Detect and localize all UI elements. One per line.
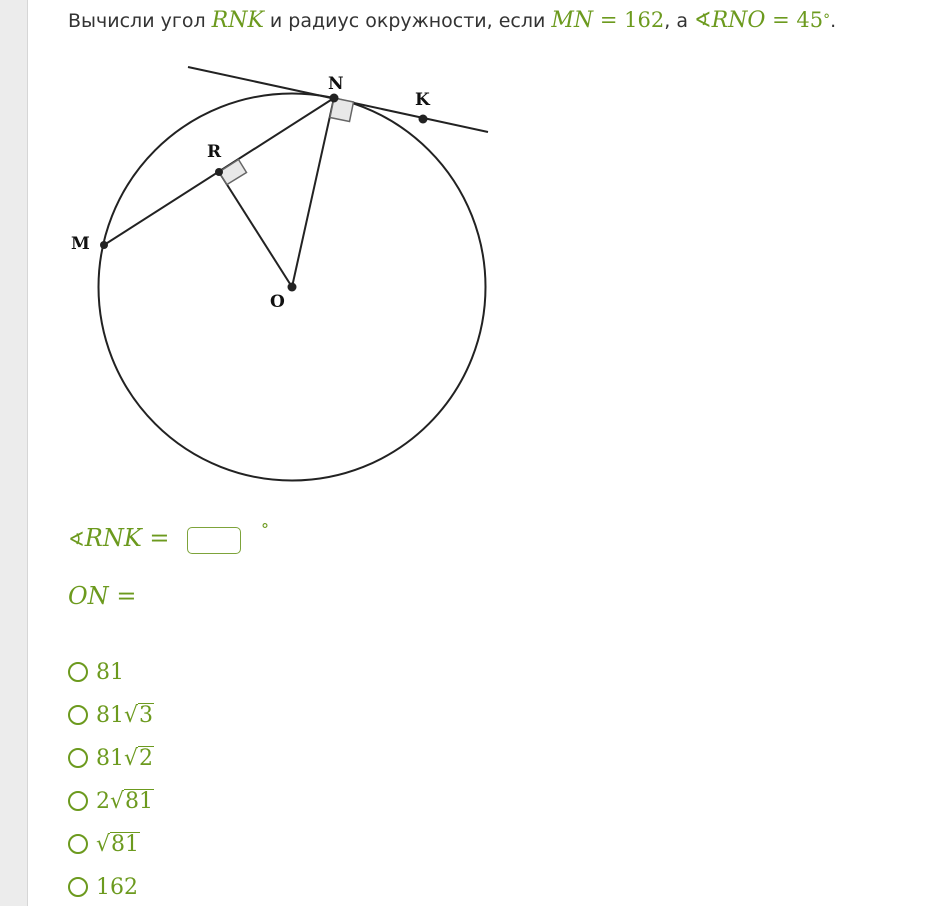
geometry-diagram — [0, 0, 600, 500]
angle-answer-symbol: ∢ — [68, 527, 85, 551]
segment-on — [292, 98, 334, 287]
sqrt-symbol: √ 81 — [110, 788, 154, 815]
task-text-middle: и радиус окружности, если — [263, 10, 552, 32]
option-5-radicand: 81 — [111, 831, 140, 857]
task-angle-name: RNK — [211, 8, 264, 33]
right-angle-mark-r — [219, 160, 247, 185]
option-4-label — [96, 789, 154, 814]
radio-button[interactable] — [68, 705, 88, 725]
angle-answer-eq: = — [141, 524, 170, 552]
radio-button[interactable] — [68, 748, 88, 768]
task-eq1: = — [593, 8, 625, 32]
task-degree-sign: ° — [823, 12, 831, 28]
point-o — [288, 283, 297, 292]
option-6[interactable] — [68, 872, 138, 902]
option-2[interactable] — [68, 700, 154, 730]
option-2-label — [96, 703, 154, 728]
option-3[interactable] — [68, 743, 154, 773]
task-given-angle-value: 45 — [796, 8, 824, 32]
task-eq2: = — [765, 8, 797, 32]
radius-answer-name: ON — [68, 582, 109, 610]
sqrt-symbol: √ 3 — [124, 702, 154, 729]
task-text-before: Вычисли угол — [68, 10, 212, 32]
option-4[interactable] — [68, 786, 154, 816]
angle-answer-name: RNK — [84, 524, 142, 552]
point-r — [215, 168, 223, 176]
task-given-angle: RNO — [711, 8, 766, 33]
option-4-radicand: 81 — [125, 788, 154, 814]
option-2-radicand: 3 — [139, 702, 154, 728]
label-n: N — [328, 74, 344, 94]
task-text-sep: , а — [664, 10, 694, 32]
option-4-coef: 2 — [96, 788, 110, 814]
radio-button[interactable] — [68, 834, 88, 854]
task-text-end: . — [830, 10, 837, 32]
angle-answer-label — [68, 524, 170, 552]
task-segment-value: 162 — [624, 8, 665, 32]
label-k: K — [415, 90, 430, 110]
option-3-coef: 81 — [96, 745, 124, 771]
task-segment: MN — [551, 8, 594, 33]
sqrt-symbol: √ 81 — [96, 831, 140, 858]
radio-button[interactable] — [68, 877, 88, 897]
option-2-coef: 81 — [96, 702, 124, 728]
point-n — [330, 94, 339, 103]
option-1-label — [96, 660, 124, 685]
option-3-radicand: 2 — [139, 745, 154, 771]
task-angle-symbol: ∢ — [694, 8, 712, 32]
radio-button[interactable] — [68, 791, 88, 811]
option-5[interactable] — [68, 829, 140, 859]
option-5-label — [96, 832, 140, 856]
radius-answer-label — [68, 582, 136, 610]
option-6-coef: 162 — [96, 874, 138, 900]
radius-answer-eq: = — [108, 582, 137, 610]
option-6-label — [96, 875, 138, 900]
sqrt-symbol: √ 2 — [124, 745, 154, 772]
option-1[interactable] — [68, 657, 124, 687]
point-m — [100, 241, 108, 249]
label-r: R — [207, 142, 222, 162]
point-k — [419, 115, 428, 124]
option-3-label — [96, 746, 154, 771]
angle-answer-input[interactable] — [187, 527, 241, 554]
radio-button[interactable] — [68, 662, 88, 682]
label-o: O — [270, 292, 285, 312]
angle-unit-degree: ° — [261, 520, 269, 539]
segment-or — [219, 172, 292, 287]
label-m: M — [71, 234, 90, 254]
option-1-coef: 81 — [96, 659, 124, 685]
